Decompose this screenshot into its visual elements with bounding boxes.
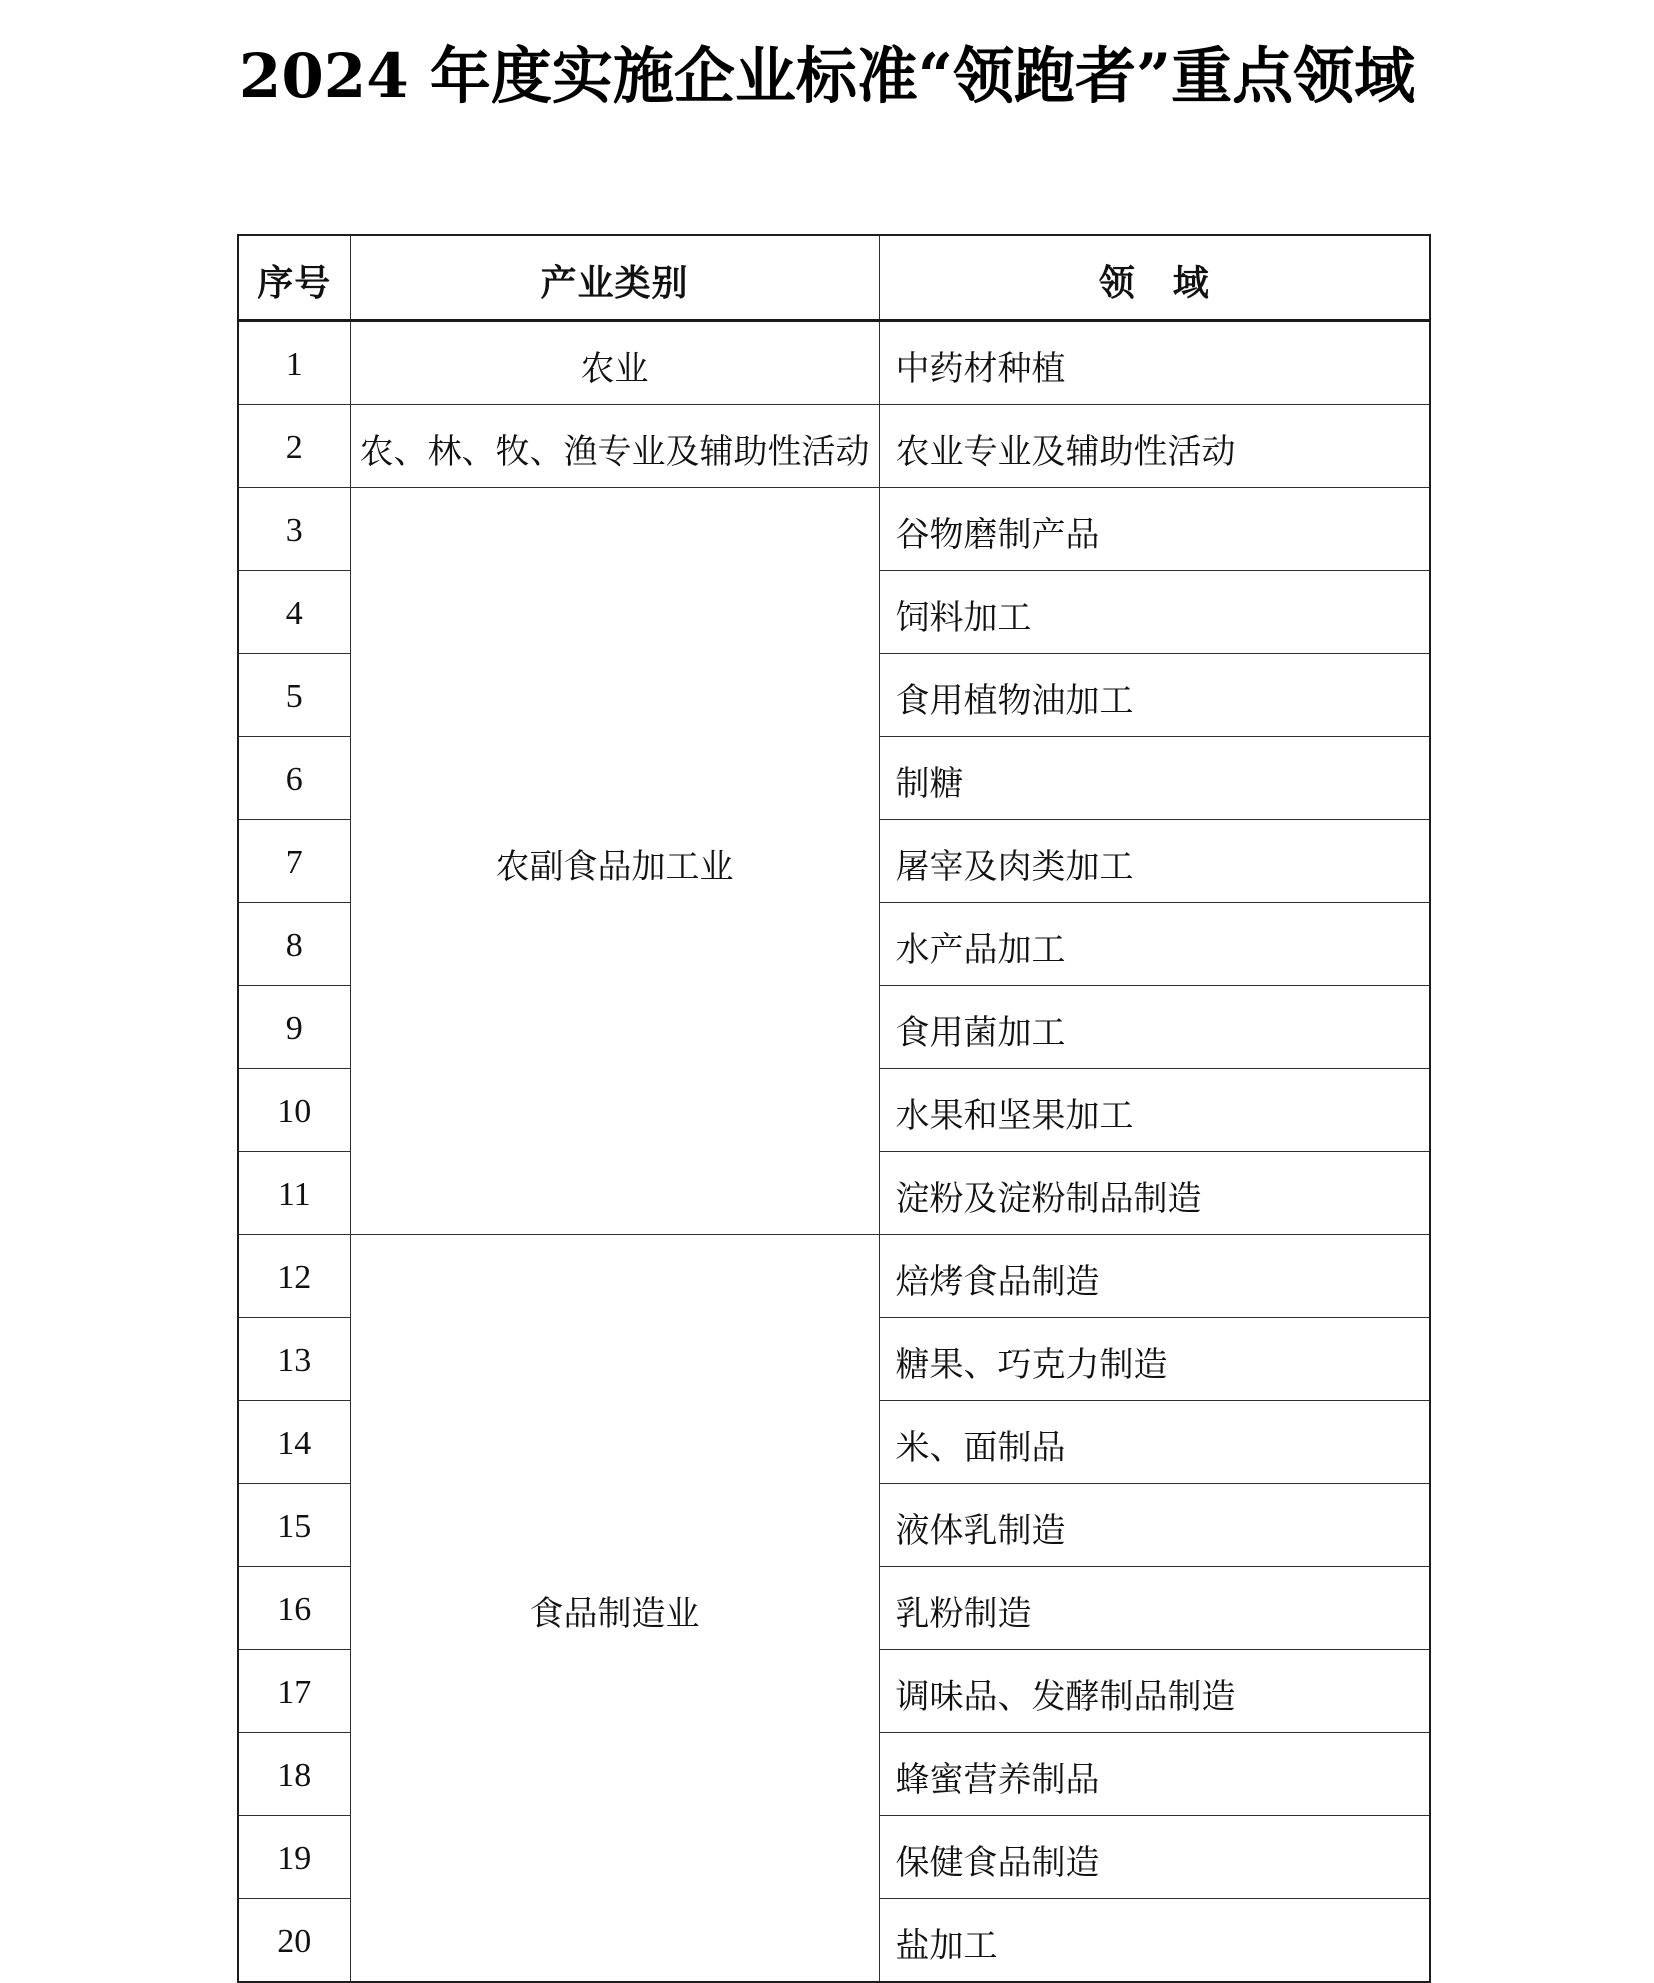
row-no: 8 — [238, 903, 350, 986]
table-row — [238, 321, 1430, 405]
field-cell: 制糖 — [879, 737, 1430, 820]
field-cell: 调味品、发酵制品制造 — [879, 1650, 1430, 1733]
row-no: 1 — [238, 321, 350, 405]
category-cell: 农、林、牧、渔专业及辅助性活动 — [350, 405, 879, 488]
row-no: 3 — [238, 488, 350, 571]
table-header-row — [238, 235, 1430, 321]
field-cell: 焙烤食品制造 — [879, 1235, 1430, 1318]
field-cell: 盐加工 — [879, 1899, 1430, 1983]
table-row — [238, 1235, 1430, 1318]
field-cell: 糖果、巧克力制造 — [879, 1318, 1430, 1401]
page-title: 2024 年度实施企业标准“领跑者”重点领域 — [238, 41, 1416, 112]
row-no: 18 — [238, 1733, 350, 1816]
field-cell: 米、面制品 — [879, 1401, 1430, 1484]
row-no: 20 — [238, 1899, 350, 1983]
row-no: 13 — [238, 1318, 350, 1401]
field-cell: 农业专业及辅助性活动 — [879, 405, 1430, 488]
field-cell: 水产品加工 — [879, 903, 1430, 986]
field-cell: 乳粉制造 — [879, 1567, 1430, 1650]
field-cell: 淀粉及淀粉制品制造 — [879, 1152, 1430, 1235]
col-header-field: 领 域 — [879, 235, 1430, 321]
field-cell: 保健食品制造 — [879, 1816, 1430, 1899]
row-no: 17 — [238, 1650, 350, 1733]
row-no: 6 — [238, 737, 350, 820]
category-cell: 农业 — [350, 321, 879, 405]
row-no: 19 — [238, 1816, 350, 1899]
field-cell: 饲料加工 — [879, 571, 1430, 654]
category-cell-merged-food-manufacturing: 食品制造业 — [350, 1235, 879, 1983]
row-no: 10 — [238, 1069, 350, 1152]
col-header-category: 产业类别 — [350, 235, 879, 321]
row-no: 16 — [238, 1567, 350, 1650]
field-cell: 中药材种植 — [879, 321, 1430, 405]
row-no: 4 — [238, 571, 350, 654]
row-no: 7 — [238, 820, 350, 903]
key-areas-table — [237, 234, 1431, 1983]
table-row — [238, 488, 1430, 571]
field-cell: 屠宰及肉类加工 — [879, 820, 1430, 903]
row-no: 14 — [238, 1401, 350, 1484]
field-cell: 液体乳制造 — [879, 1484, 1430, 1567]
row-no: 5 — [238, 654, 350, 737]
field-cell: 谷物磨制产品 — [879, 488, 1430, 571]
table-row — [238, 405, 1430, 488]
field-cell: 食用植物油加工 — [879, 654, 1430, 737]
col-header-no: 序号 — [238, 235, 350, 321]
field-cell: 食用菌加工 — [879, 986, 1430, 1069]
row-no: 9 — [238, 986, 350, 1069]
row-no: 11 — [238, 1152, 350, 1235]
field-cell: 水果和坚果加工 — [879, 1069, 1430, 1152]
row-no: 12 — [238, 1235, 350, 1318]
row-no: 2 — [238, 405, 350, 488]
row-no: 15 — [238, 1484, 350, 1567]
category-cell-merged-agri-food-processing: 农副食品加工业 — [350, 488, 879, 1235]
field-cell: 蜂蜜营养制品 — [879, 1733, 1430, 1816]
